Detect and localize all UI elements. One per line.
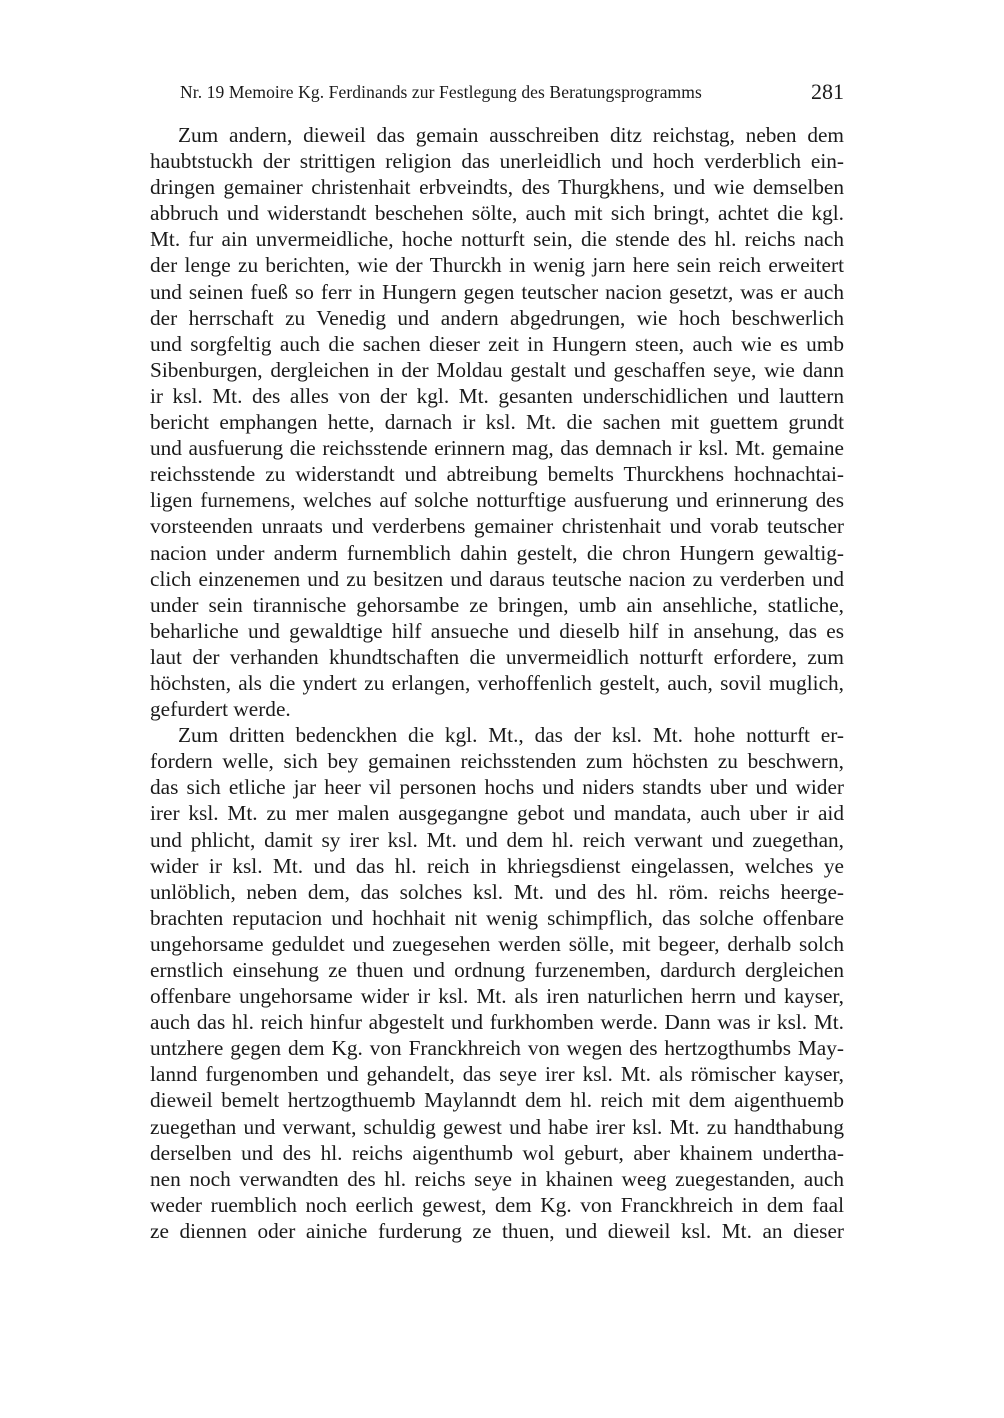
text-line: beharliche und gewaldtige hilf ansueche und dieselb hilf in ansehung, das es (150, 618, 844, 643)
text-line: dringen gemainer christenhait erbveindts, des Thurgkhens, und wie demselben (150, 175, 844, 200)
text-line: under sein tirannische gehorsambe ze bringen, umb ain ansehliche, statliche, (150, 592, 844, 617)
text-line: höchsten, als die yndert zu erlangen, verhoffenlich gestelt, auch, sovil muglich, (150, 670, 844, 695)
text-line: ungehorsame geduldet und zuegesehen werden sölle, mit begeer, derhalb solch (150, 931, 844, 956)
text-line: derselben und des hl. reichs aigenthumb wol geburt, aber khainem underthа- (150, 1140, 844, 1165)
text-line: vorsteenden unraats und verderbens gemainer christenhait und vorab teutscher (150, 514, 844, 539)
text-line: Zum dritten bedenckhen die kgl. Mt., das der ksl. Mt. hohe notturft er- (178, 723, 844, 748)
text-line: offenbare ungehorsame wider ir ksl. Mt. als iren naturlichen herrn und kayser, (150, 984, 844, 1009)
body-text (150, 122, 844, 1244)
text-line: nen noch verwandten des hl. reichs seye in khainen weeg zuegestanden, auch (150, 1166, 844, 1191)
text-line: bericht emphangen hette, darnach ir ksl. Mt. die sachen mit guettem grundt (150, 410, 844, 435)
text-line: lannd furgenomben und gehandelt, das seye irer ksl. Mt. als römischer kayser, (150, 1062, 844, 1087)
text-line: Sibenburgen, dergleichen in der Moldau gestalt und geschaffen seye, wie dann (150, 357, 844, 382)
page-number: 281 (811, 79, 844, 104)
text-line: ernstlich einsehung ze thuen und ordnung furzenemben, dardurch dergleichen (150, 958, 844, 982)
text-line: gefurdert werde. (150, 697, 291, 722)
text-line: Mt. fur ain unvermeidliche, hoche notturft sein, die stende des hl. reichs nach (150, 227, 844, 252)
text-line: und seinen fueß so ferr in Hungern gegen teutscher nacion gesetzt, was er auch (150, 279, 844, 304)
running-head (150, 80, 844, 108)
text-line: und phlicht, damit sy irer ksl. Mt. und dem hl. reich verwant und zuegethan, (150, 827, 844, 852)
text-line: reichsstende zu widerstandt und abtreibung bemelts Thurckhens hochnachtai- (150, 462, 844, 487)
text-line: der herrschaft zu Venedig und andern abgedrungen, wie hoch beschwerlich (150, 305, 844, 330)
text-line: wider ir ksl. Mt. und das hl. reich in khriegsdienst eingelassen, welches ye (150, 853, 844, 878)
text-line: dieweil bemelt hertzogthuemb Maylanndt dem hl. reich mit dem aigenthuemb (150, 1088, 844, 1113)
text-line: das sich etliche jar heer vil personen hochs und niders standts uber und wider (150, 775, 844, 800)
text-line: weder ruemblich noch eerlich gewest, dem Kg. von Franckhreich in dem faal (150, 1192, 844, 1217)
text-line: brachten reputacion und hochhait nit wenig schimpflich, das solche offenbare (150, 905, 844, 930)
text-line: abbruch und widerstandt beschehen sölte, auch mit sich bringt, achtet die kgl. (150, 201, 844, 226)
text-line: clich einzenemen und zu besitzen und daraus teutsche nacion zu verderben und (150, 566, 844, 591)
text-line: und ausfuerung die reichsstende erinnern mag, das demnach ir ksl. Mt. gemaine (150, 436, 844, 461)
text-line: haubtstuckh der strittigen religion das unerleidlich und hoch verderblich ein- (150, 149, 844, 174)
text-line: und sorgfeltig auch die sachen dieser zeit in Hungern steen, auch wie es umb (150, 331, 844, 356)
text-line: laut der verhanden khundtschaften die unvermeidlich notturft erfordere, zum (150, 644, 844, 669)
text-line: auch das hl. reich hinfur abgestelt und furkhomben werde. Dann was ir ksl. Mt. (150, 1010, 844, 1035)
text-line: irer ksl. Mt. zu mer malen ausgegangne gebot und mandata, auch uber ir aid (150, 801, 844, 826)
text-line: ligen furnemens, welches auf solche notturftige ausfuerung und erinnerung des (150, 488, 844, 513)
text-line: nacion under anderm furnemblich dahin gestelt, die chron Hungern gewaltig- (150, 540, 844, 565)
text-line: der lenge zu berichten, wie der Thurckh in wenig jarn here sein reich erweitert (150, 253, 844, 278)
text-line: ze diennen oder ainiche furderung ze thuen, und dieweil ksl. Mt. an dieser (150, 1218, 844, 1243)
text-line: Zum andern, dieweil das gemain ausschreiben ditz reichstag, neben dem (178, 123, 844, 147)
text-line: unlöblich, neben dem, das solches ksl. Mt. und des hl. röm. reichs heerge- (150, 879, 844, 904)
text-line: ir ksl. Mt. des alles von der kgl. Mt. gesanten underschidlichen und lauttern (150, 383, 844, 408)
text-line: fordern welle, sich bey gemainen reichsstenden zum höchsten zu beschwern, (150, 749, 844, 774)
text-line: zuegethan und verwant, schuldig gewest und habe irer ksl. Mt. zu handthabung (150, 1114, 844, 1139)
running-title: Nr. 19 Memoire Kg. Ferdinands zur Festlegung des Beratungsprogramms (180, 82, 702, 102)
text-line: untzhere gegen dem Kg. von Franckhreich von wegen des hertzogthumbs May- (150, 1036, 844, 1061)
